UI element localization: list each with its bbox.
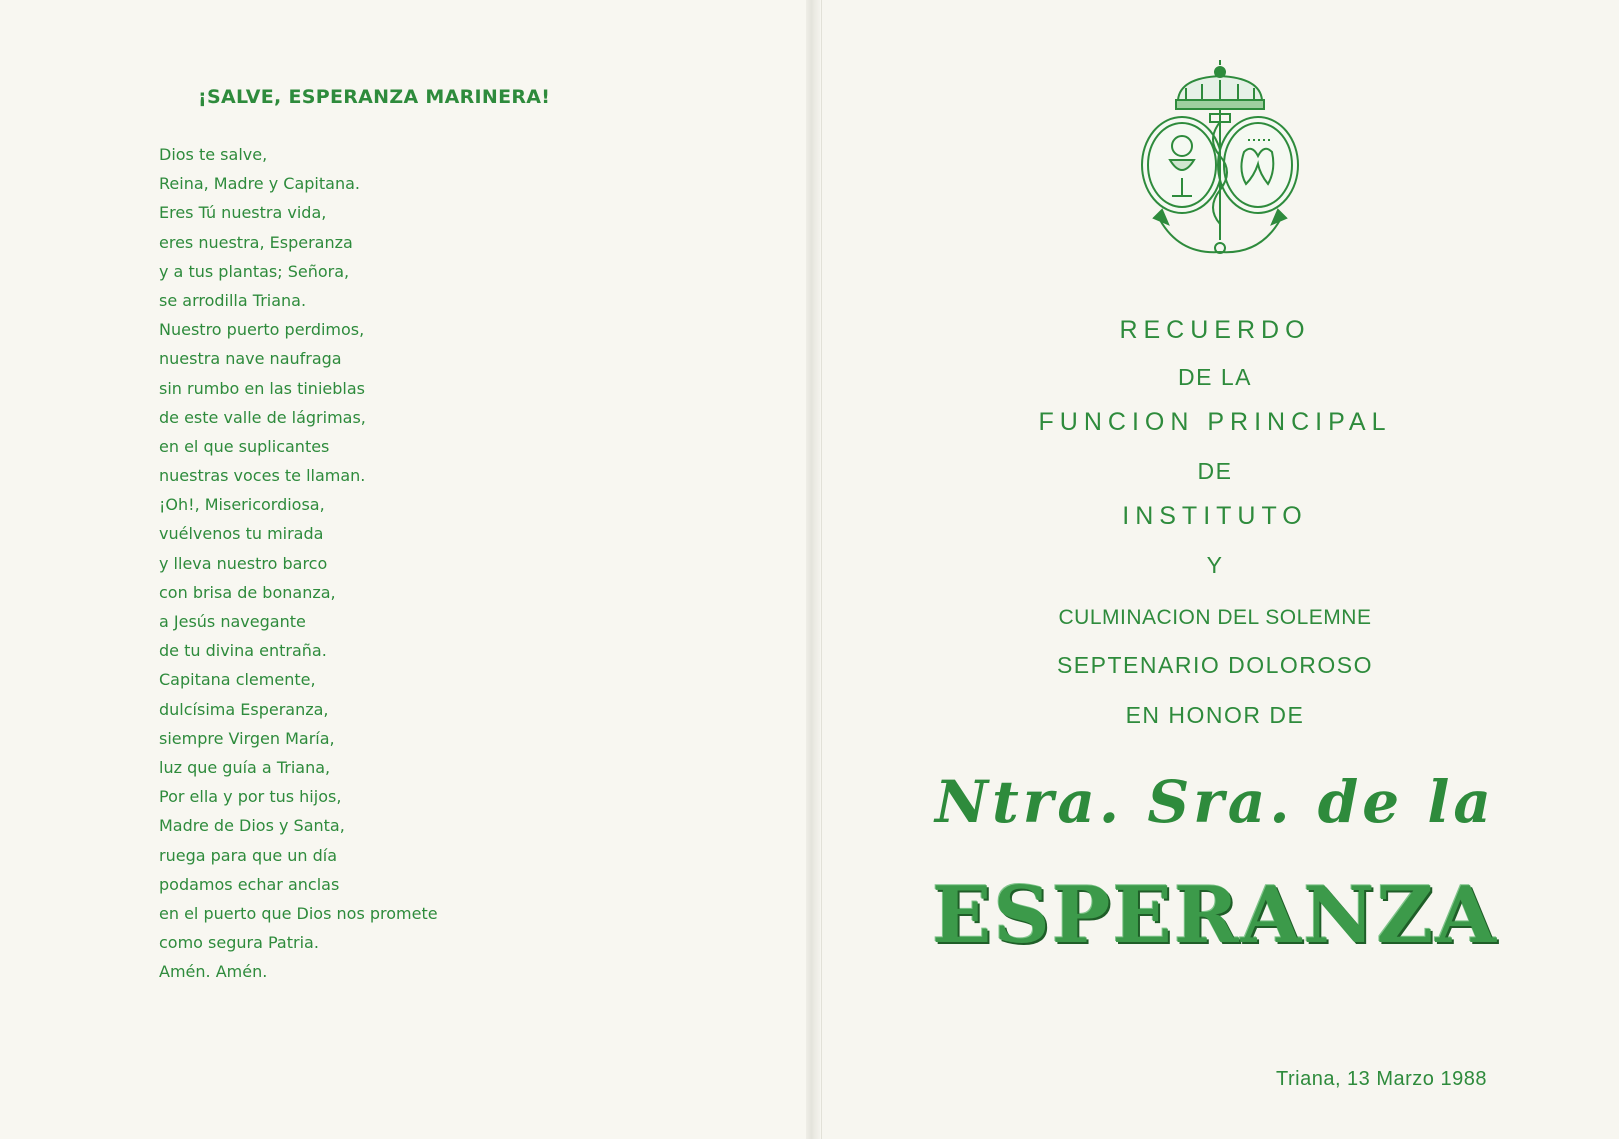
prayer-text xyxy=(159,140,438,986)
prayer-line: de tu divina entraña. xyxy=(159,641,327,661)
prayer-line: Amén. Amén. xyxy=(159,962,268,982)
heading-instituto: INSTITUTO xyxy=(1122,502,1308,530)
heading-en-honor: EN HONOR DE xyxy=(1125,702,1305,728)
heading-de-la: DE LA xyxy=(1178,364,1252,390)
fold-line xyxy=(821,0,822,1139)
prayer-line: Reina, Madre y Capitana. xyxy=(159,174,360,194)
prayer-line: con brisa de bonanza, xyxy=(159,582,336,602)
prayer-line: Capitana clemente, xyxy=(159,670,316,690)
prayer-line: Nuestro puerto perdimos, xyxy=(159,320,365,340)
prayer-line: sin rumbo en las tinieblas xyxy=(159,378,365,398)
heading-recuerdo: RECUERDO xyxy=(1119,316,1311,344)
prayer-title: ¡SALVE, ESPERANZA MARINERA! xyxy=(198,86,551,108)
prayer-line: Madre de Dios y Santa, xyxy=(159,816,345,836)
prayer-line: y lleva nuestro barco xyxy=(159,553,328,573)
prayer-line: se arrodilla Triana. xyxy=(159,290,307,310)
prayer-line: de este valle de lágrimas, xyxy=(159,407,366,427)
prayer-line: a Jesús navegante xyxy=(159,612,306,631)
title-ntra-sra: Ntra. Sra. de la xyxy=(934,768,1495,836)
prayer-line: ruega para que un día xyxy=(159,845,338,865)
heading-de: DE xyxy=(1197,458,1233,484)
prayer-line: Dios te salve, xyxy=(159,145,268,164)
heading-septenario: SEPTENARIO DOLOROSO xyxy=(1056,652,1374,678)
prayer-line: Por ella y por tus hijos, xyxy=(159,787,342,807)
prayer-line: nuestras voces te llaman. xyxy=(159,466,366,486)
heading-funcion-principal: FUNCION PRINCIPAL xyxy=(1038,408,1392,436)
prayer-line: en el que suplicantes xyxy=(159,436,330,456)
heading-y: Y xyxy=(1206,552,1224,578)
prayer-line: como segura Patria. xyxy=(159,933,319,953)
date-line: Triana, 13 Marzo 1988 xyxy=(1276,1068,1487,1090)
prayer-line: y a tus plantas; Señora, xyxy=(159,261,350,281)
prayer-line: eres nuestra, Esperanza xyxy=(159,232,353,252)
title-esperanza: ESPERANZA xyxy=(932,870,1498,961)
prayer-line: siempre Virgen María, xyxy=(159,728,335,748)
prayer-line: vuélvenos tu mirada xyxy=(159,524,324,544)
prayer-line: dulcísima Esperanza, xyxy=(159,699,329,719)
prayer-line: en el puerto que Dios nos promete xyxy=(159,903,438,923)
prayer-line: luz que guía a Triana, xyxy=(159,757,331,777)
prayer-line: Eres Tú nuestra vida, xyxy=(159,203,327,223)
crown-anchor-emblem-icon xyxy=(1120,60,1320,270)
prayer-line: podamos echar anclas xyxy=(159,874,340,894)
heading-culminacion: CULMINACION DEL SOLEMNE xyxy=(1058,606,1372,629)
prayer-line: nuestra nave naufraga xyxy=(159,349,342,369)
prayer-line: ¡Oh!, Misericordiosa, xyxy=(159,495,325,515)
page-fold xyxy=(806,0,820,1139)
